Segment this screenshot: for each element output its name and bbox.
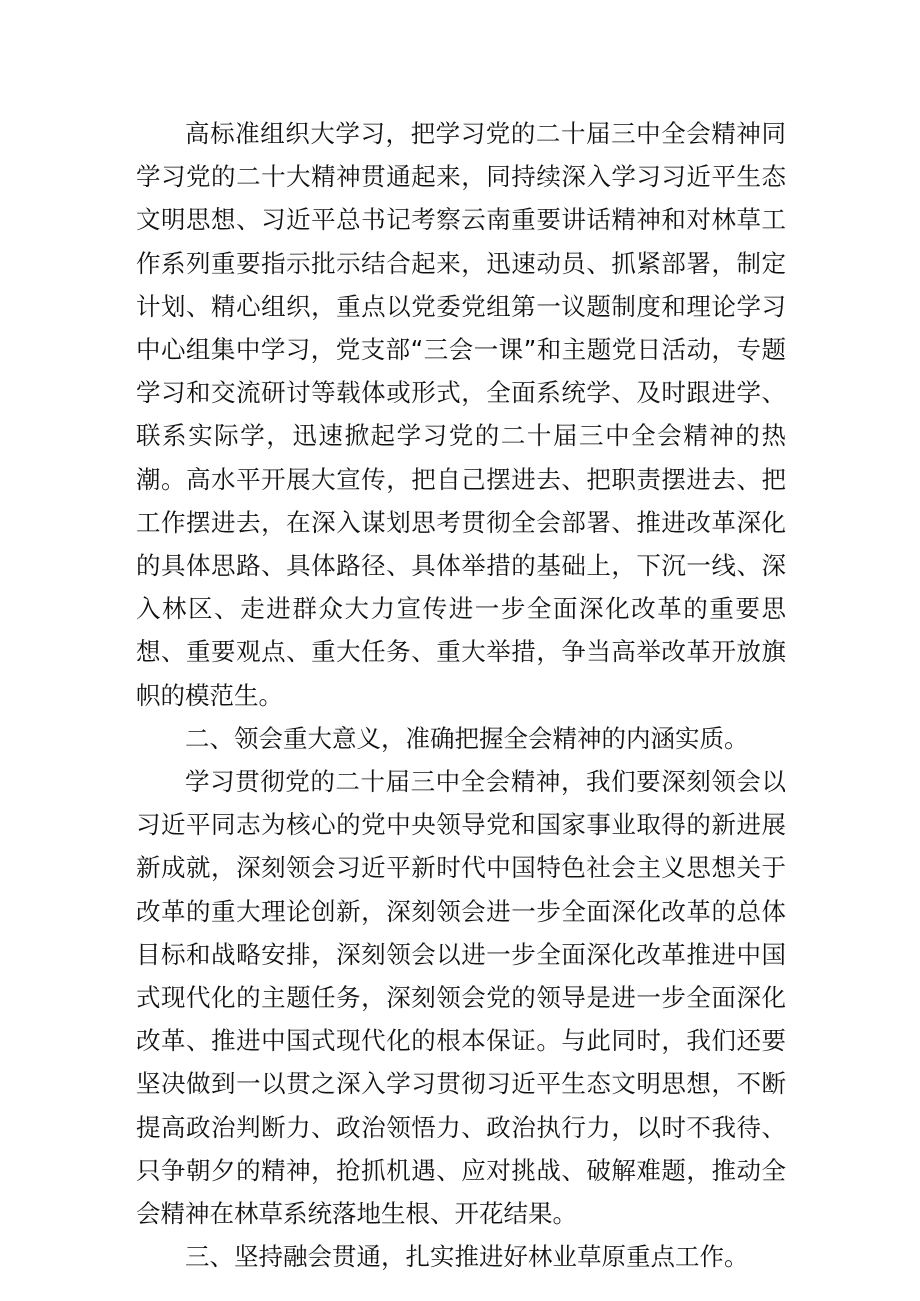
document-body	[136, 112, 786, 1278]
section-heading-2: 二、领会重大意义，准确把握全会精神的内涵实质。	[185, 723, 749, 753]
paragraph-significance: 学习贯彻党的二十届三中全会精神，我们要深刻领会以习近平同志为核心的党中央领导党和国家事业取得的新进展新成就，深刻领会习近平新时代中国特色社会主义思想关于改革的重大理论创新，深刻领会进一步全面深化改革的总体目标和战略安排，深刻领会以进一步全面深化改革推进中国式现代化的主题任务，深刻领会党的领导是进一步全面深化改革、推进中国式现代化的根本保证。与此同时，我们还要坚决做到一以贯之深入学习贯彻习近平生态文明思想，不断提高政治判断力、政治领悟力、政治执行力，以时不我待、只争朝夕的精神，抢抓机遇、应对挑战、破解难题，推动全会精神在林草系统落地生根、开花结果。	[136, 767, 786, 1229]
paragraph-study-organization: 高标准组织大学习，把学习党的二十届三中全会精神同学习党的二十大精神贯通起来，同持续深入学习习近平生态文明思想、习近平总书记考察云南重要讲话精神和对林草工作系列重要指示批示结合起来，迅速动员、抓紧部署，制定计划、精心组织，重点以党委党组第一议题制度和理论学习中心组集中学习，党支部“三会一课”和主题党日活动，专题学习和交流研讨等载体或形式，全面系统学、及时跟进学、联系实际学，迅速掀起学习党的二十届三中全会精神的热潮。高水平开展大宣传，把自己摆进去、把职责摆进去、把工作摆进去，在深入谋划思考贯彻全会部署、推进改革深化的具体思路、具体路径、具体举措的基础上，下沉一线、深入林区、走进群众大力宣传进一步全面深化改革的重要思想、重要观点、重大任务、重大举措，争当高举改革开放旗帜的模范生。	[136, 119, 786, 710]
section-heading-3: 三、坚持融会贯通，扎实推进好林业草原重点工作。	[185, 1242, 749, 1272]
